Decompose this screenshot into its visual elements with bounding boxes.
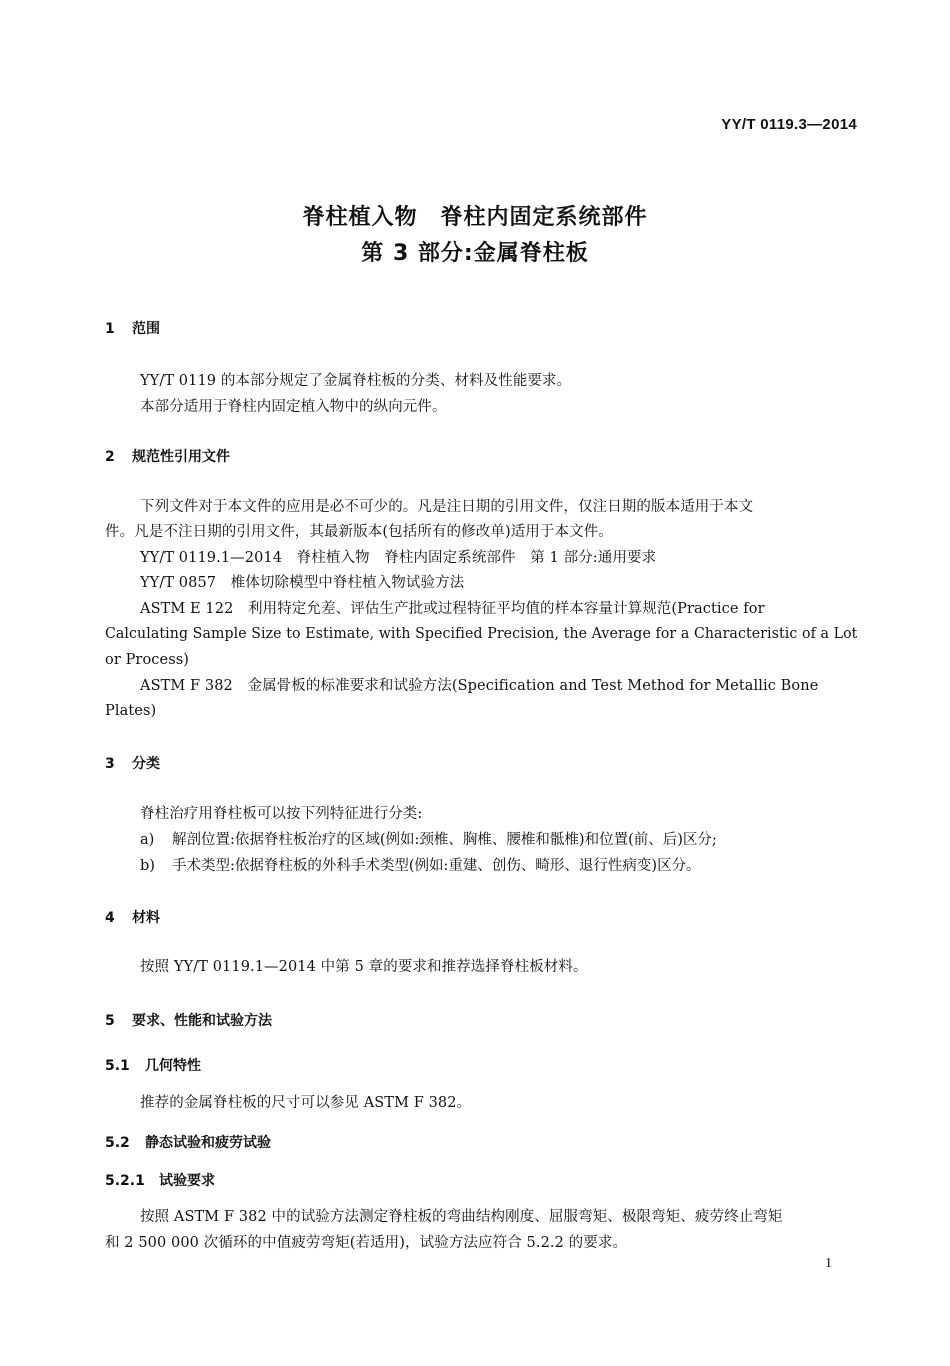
paragraph: 件。凡是不注日期的引用文件，其最新版本(包括所有的修改单)适用于本文件。 xyxy=(105,524,613,540)
paragraph: 和 2 500 000 次循环的中值疲劳弯矩(若适用)，试验方法应符合 5.2.2 的要求。 xyxy=(105,1235,628,1251)
paragraph: 本部分适用于脊柱内固定植入物中的纵向元件。 xyxy=(140,399,447,415)
list-item xyxy=(140,854,701,875)
section-number: 5.1 xyxy=(105,1058,130,1074)
section-title: 试验要求 xyxy=(159,1173,215,1189)
list-item xyxy=(140,828,717,849)
section-title: 静态试验和疲劳试验 xyxy=(145,1135,271,1151)
subsection-5-1-heading xyxy=(105,1055,201,1075)
reference-item: YY/T 0857 椎体切除模型中脊柱植入物试验方法 xyxy=(140,575,465,591)
title-line-2: 第 3 部分:金属脊柱板 xyxy=(361,241,589,266)
standard-code: YY/T 0119.3—2014 xyxy=(721,116,857,133)
section-number: 5.2 xyxy=(105,1135,130,1151)
reference-item: Calculating Sample Size to Estimate, with Specified Precision, the Average for a Characteristic of a Lot xyxy=(105,626,858,642)
section-title: 规范性引用文件 xyxy=(132,449,230,465)
list-text: 手术类型:依据脊柱板的外科手术类型(例如:重建、创伤、畸形、退行性病变)区分。 xyxy=(172,858,701,874)
section-title: 要求、性能和试验方法 xyxy=(132,1013,272,1029)
section-number: 5 xyxy=(105,1013,115,1029)
section-5-heading xyxy=(105,1010,272,1030)
section-2-heading xyxy=(105,446,230,466)
section-title: 分类 xyxy=(132,756,160,772)
section-number: 2 xyxy=(105,449,115,465)
section-title: 范围 xyxy=(132,321,160,337)
paragraph: 推荐的金属脊柱板的尺寸可以参见 ASTM F 382。 xyxy=(140,1095,472,1111)
section-number: 5.2.1 xyxy=(105,1173,145,1189)
reference-item: ASTM F 382 金属骨板的标准要求和试验方法(Specification and Test Method for Metallic Bone xyxy=(140,678,819,694)
paragraph: 按照 ASTM F 382 中的试验方法测定脊柱板的弯曲结构刚度、屈服弯矩、极限弯矩、疲劳终止弯矩 xyxy=(140,1209,783,1225)
section-4-heading xyxy=(105,907,160,927)
list-text: 解剖位置:依据脊柱板治疗的区域(例如:颈椎、胸椎、腰椎和骶椎)和位置(前、后)区分; xyxy=(172,832,717,848)
reference-item: Plates) xyxy=(105,703,157,719)
section-number: 1 xyxy=(105,321,115,337)
section-number: 4 xyxy=(105,910,115,926)
paragraph: 下列文件对于本文件的应用是必不可少的。凡是注日期的引用文件，仅注日期的版本适用于本文 xyxy=(140,499,754,515)
section-title: 几何特性 xyxy=(145,1058,201,1074)
section-3-heading xyxy=(105,753,160,773)
paragraph: 按照 YY/T 0119.1—2014 中第 5 章的要求和推荐选择脊柱板材料。 xyxy=(140,959,588,975)
title-line-1: 脊柱植入物 脊柱内固定系统部件 xyxy=(302,205,648,230)
subsection-5-2-1-heading xyxy=(105,1170,215,1190)
list-marker: a) xyxy=(140,832,155,848)
list-marker: b) xyxy=(140,858,155,874)
paragraph: YY/T 0119 的本部分规定了金属脊柱板的分类、材料及性能要求。 xyxy=(140,373,572,389)
subsection-5-2-heading xyxy=(105,1132,271,1152)
section-title: 材料 xyxy=(132,910,160,926)
reference-item: or Process) xyxy=(105,652,190,668)
reference-item: ASTM E 122 利用特定允差、评估生产批或过程特征平均值的样本容量计算规范(Practice for xyxy=(140,601,765,617)
reference-item: YY/T 0119.1—2014 脊柱植入物 脊柱内固定系统部件 第 1 部分:通用要求 xyxy=(140,550,657,566)
paragraph: 脊柱治疗用脊柱板可以按下列特征进行分类: xyxy=(140,806,423,822)
page-number: 1 xyxy=(825,1256,832,1271)
section-1-heading xyxy=(105,318,160,338)
section-number: 3 xyxy=(105,756,115,772)
